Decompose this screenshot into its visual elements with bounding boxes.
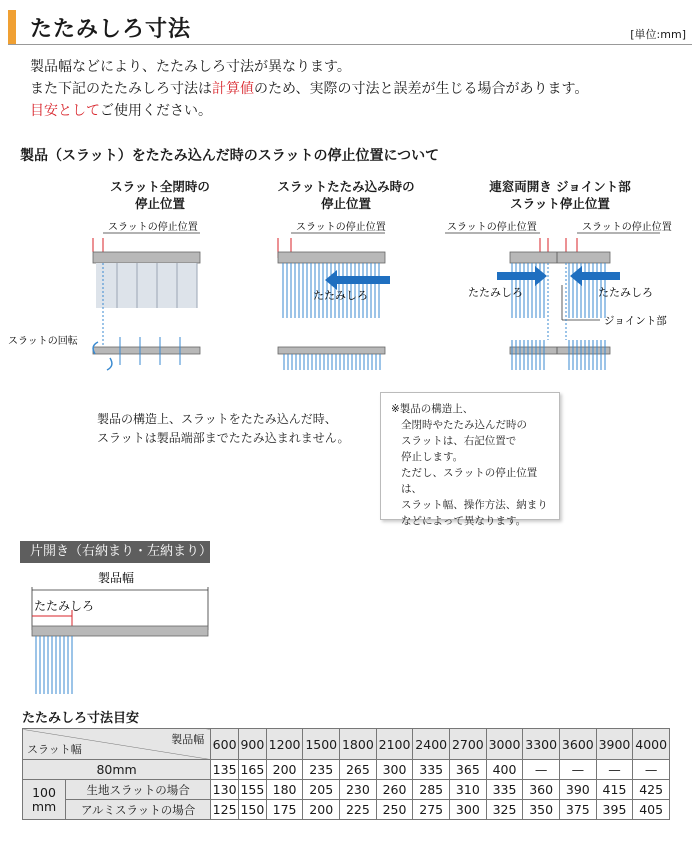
table-cell: — bbox=[523, 760, 560, 780]
table-cell: 230 bbox=[340, 780, 377, 800]
width-header-cell: 2100 bbox=[376, 729, 413, 760]
table-cell: 325 bbox=[486, 800, 523, 820]
width-header-cell: 3000 bbox=[486, 729, 523, 760]
intro-line-3 bbox=[30, 100, 212, 120]
table-title: たたみしろ寸法目安 bbox=[22, 711, 140, 726]
note-box-line-6: スラット幅、操作方法、納まり bbox=[401, 499, 548, 511]
structure-note-line-1: 製品の構造上、スラットをたたみ込んだ時、 bbox=[97, 412, 337, 426]
row-label-80: 80mm bbox=[23, 760, 211, 780]
table-cell: 310 bbox=[450, 780, 487, 800]
diagram-2 bbox=[278, 220, 390, 370]
one-side-fold-label: たたみしろ bbox=[34, 599, 95, 613]
note-box-line-1: ※製品の構造上、 bbox=[391, 403, 474, 415]
intro-line-2-b: のため、実際の寸法と誤差が生じる場合があります。 bbox=[254, 81, 589, 97]
table-cell: 155 bbox=[238, 780, 266, 800]
width-header-cell: 3600 bbox=[560, 729, 597, 760]
width-header-cell: 3300 bbox=[523, 729, 560, 760]
note-box-line-7: などによって異なります。 bbox=[401, 515, 527, 527]
intro-line-3-b: ご使用ください。 bbox=[100, 103, 212, 119]
stop-position-note-box bbox=[380, 392, 560, 527]
unit-label: [単位:mm] bbox=[630, 28, 686, 41]
table-cell: 150 bbox=[238, 800, 266, 820]
intro-line-2-a: また下記のたたみしろ寸法は bbox=[30, 81, 212, 97]
diagram-1 bbox=[8, 220, 200, 370]
table-cell: 395 bbox=[596, 800, 633, 820]
table-cell: 265 bbox=[340, 760, 377, 780]
width-header-cell: 2400 bbox=[413, 729, 450, 760]
diagram-3-label-right: スラットの停止位置 bbox=[582, 222, 672, 233]
table-cell: 350 bbox=[523, 800, 560, 820]
table-cell: 405 bbox=[633, 800, 670, 820]
intro-line-1: 製品幅などにより、たたみしろ寸法が異なります。 bbox=[30, 59, 351, 75]
width-header-cell: 1200 bbox=[266, 729, 303, 760]
table-cell: 200 bbox=[266, 760, 303, 780]
structure-note bbox=[97, 410, 349, 448]
table-cell: 165 bbox=[238, 760, 266, 780]
diagram-3-joint-label: ジョイント部 bbox=[604, 315, 667, 327]
table-cell: 250 bbox=[376, 800, 413, 820]
row-label-aluminum: アルミスラットの場合 bbox=[66, 800, 211, 820]
table-cell: 300 bbox=[376, 760, 413, 780]
table-cell: 175 bbox=[266, 800, 303, 820]
diagram-1-title-line-1: スラット全閉時の bbox=[110, 179, 210, 194]
width-header-cell: 2700 bbox=[450, 729, 487, 760]
diagram-3-title bbox=[470, 178, 650, 212]
width-header-cell: 4000 bbox=[633, 729, 670, 760]
structure-note-line-2: スラットは製品端部までたたみ込まれません。 bbox=[97, 431, 350, 445]
diagram-2-title-line-1: スラットたたみ込み時の bbox=[277, 179, 415, 194]
diagram-1-title-line-2: 停止位置 bbox=[134, 196, 185, 211]
diagram-1-rotation-label: スラットの回転 bbox=[8, 336, 78, 347]
width-header-cell: 900 bbox=[238, 729, 266, 760]
table-cell: 235 bbox=[303, 760, 340, 780]
one-side-width-label: 製品幅 bbox=[98, 571, 135, 585]
diagram-3-fold-left: たたみしろ bbox=[468, 286, 523, 299]
diagram-3-label-left: スラットの停止位置 bbox=[447, 222, 537, 233]
table-header-row bbox=[23, 729, 670, 760]
note-box-line-4: 停止します。 bbox=[401, 451, 464, 463]
row-label-fabric: 生地スラットの場合 bbox=[66, 780, 211, 800]
note-box-line-2: 全閉時やたたみ込んだ時の bbox=[401, 419, 527, 431]
table-cell: 205 bbox=[303, 780, 340, 800]
corner-label-width: 製品幅 bbox=[171, 733, 205, 746]
table-cell: 425 bbox=[633, 780, 670, 800]
page-title: たたみしろ寸法 bbox=[30, 17, 192, 42]
table-row-aluminum bbox=[23, 800, 670, 820]
diagram-2-fold-label: たたみしろ bbox=[313, 289, 368, 302]
width-header-cell: 3900 bbox=[596, 729, 633, 760]
table-cell: 300 bbox=[450, 800, 487, 820]
intro-line-2-red: 計算値 bbox=[212, 81, 254, 97]
diagram-3 bbox=[445, 220, 672, 370]
width-header-cell: 1800 bbox=[340, 729, 377, 760]
table-cell: 415 bbox=[596, 780, 633, 800]
diagram-3-title-line-1: 連窓両開き ジョイント部 bbox=[489, 179, 631, 194]
diagram-2-title bbox=[256, 178, 436, 212]
table-cell: 200 bbox=[303, 800, 340, 820]
section-title: 製品（スラット）をたたみ込んだ時のスラットの停止位置について bbox=[20, 148, 440, 164]
stop-position-diagrams bbox=[0, 210, 700, 390]
diagram-2-title-line-2: 停止位置 bbox=[320, 196, 371, 211]
table-cell: 225 bbox=[340, 800, 377, 820]
table-cell: 335 bbox=[413, 760, 450, 780]
corner-label-slat: スラット幅 bbox=[27, 743, 82, 756]
table-cell: 390 bbox=[560, 780, 597, 800]
width-header-cell: 1500 bbox=[303, 729, 340, 760]
table-cell: 125 bbox=[211, 800, 239, 820]
row-label-100: 100 mm bbox=[23, 780, 66, 820]
diagram-3-fold-right: たたみしろ bbox=[598, 286, 653, 299]
fold-dimensions-table bbox=[22, 728, 670, 820]
note-box-line-3: スラットは、右記位置で bbox=[401, 435, 517, 447]
table-cell: 365 bbox=[450, 760, 487, 780]
table-cell: 285 bbox=[413, 780, 450, 800]
table-corner-cell bbox=[23, 729, 211, 760]
table-cell: — bbox=[560, 760, 597, 780]
table-row-fabric bbox=[23, 780, 670, 800]
one-side-diagram bbox=[20, 570, 220, 700]
diagram-1-label: スラットの停止位置 bbox=[108, 222, 198, 233]
table-cell: 360 bbox=[523, 780, 560, 800]
table-cell: 180 bbox=[266, 780, 303, 800]
diagram-3-title-line-2: スラット停止位置 bbox=[510, 196, 610, 211]
note-box-line-5: ただし、スラットの停止位置は、 bbox=[401, 467, 538, 495]
table-cell: 400 bbox=[486, 760, 523, 780]
diagram-2-label: スラットの停止位置 bbox=[296, 222, 386, 233]
width-header-cell: 600 bbox=[211, 729, 239, 760]
table-row-80 bbox=[23, 760, 670, 780]
table-cell: 335 bbox=[486, 780, 523, 800]
intro-line-3-red: 目安として bbox=[30, 103, 100, 119]
title-accent bbox=[8, 10, 16, 44]
table-cell: — bbox=[633, 760, 670, 780]
table-cell: 375 bbox=[560, 800, 597, 820]
table-cell: 135 bbox=[211, 760, 239, 780]
table-cell: 130 bbox=[211, 780, 239, 800]
one-side-band: 片開き（右納まり・左納まり） bbox=[20, 541, 210, 563]
intro-line-2 bbox=[30, 78, 588, 98]
table-cell: 260 bbox=[376, 780, 413, 800]
diagram-1-title bbox=[80, 178, 240, 212]
table-cell: — bbox=[596, 760, 633, 780]
table-cell: 275 bbox=[413, 800, 450, 820]
